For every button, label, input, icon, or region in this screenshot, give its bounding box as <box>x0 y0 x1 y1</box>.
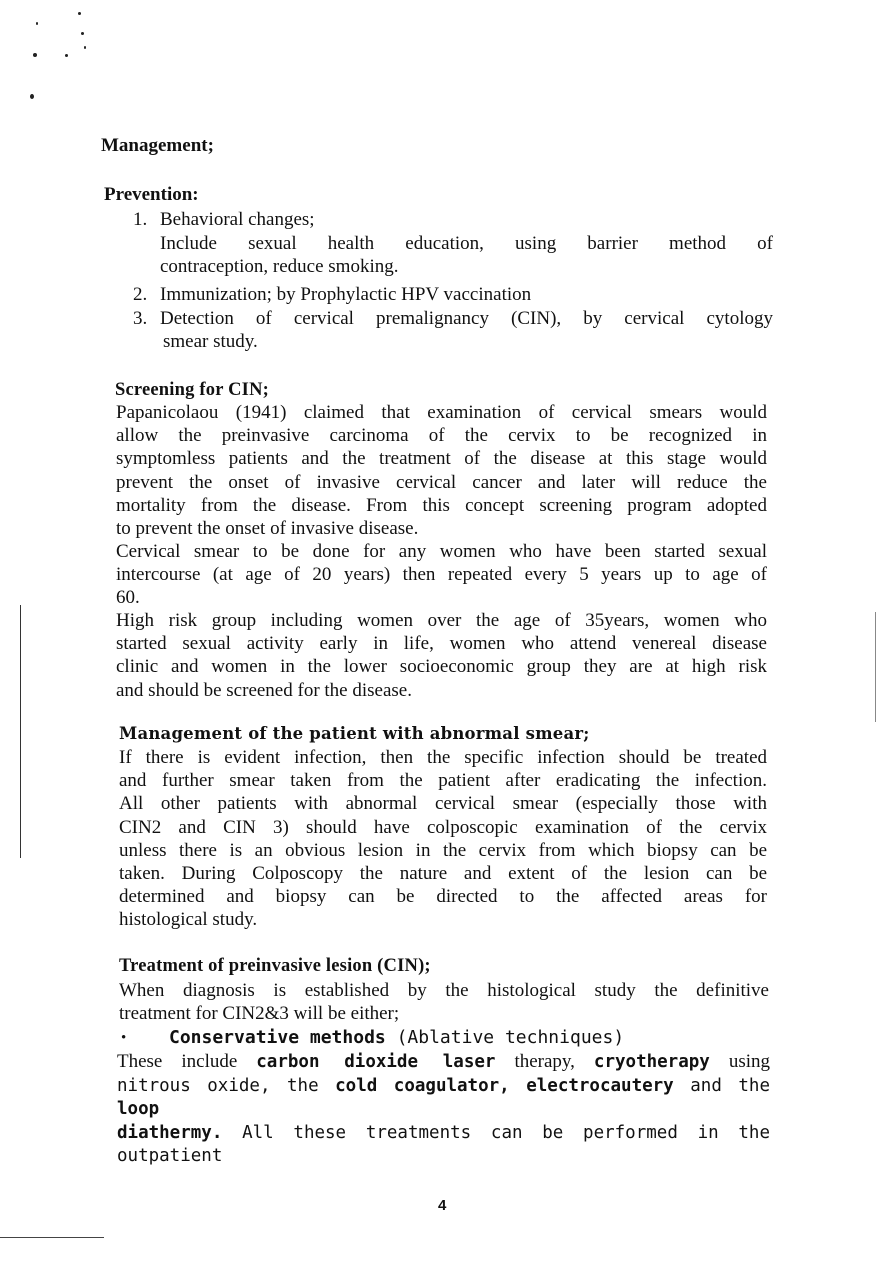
screening-paragraph-3: High risk group including women over the age of 35years, women who started sexual activity early in life, women who attend venereal disease clinic and women in the lower socioeconomic group they are at high risk and should be screened for the disease. <box>116 610 767 701</box>
treatment-methods-paragraph: These include carbon dioxide laser therapy, cryotherapy using nitrous oxide, the cold coagulator, electrocautery and the loop diathermy. All these treatments can be performed in the outpatient <box>117 1051 770 1166</box>
list-item-title: Immunization; by Prophylactic HPV vaccination <box>160 284 532 305</box>
bold-term: diathermy. <box>117 1122 223 1143</box>
scan-speck <box>78 12 81 15</box>
scan-margin-line <box>875 612 876 722</box>
abnormal-smear-heading: Management of the patient with abnormal smear; <box>119 724 590 743</box>
screening-paragraph-2: Cervical smear to be done for any women who have been started sexual intercourse (at age of 20 years) then repeated every 5 years up to age of 60. <box>116 541 767 609</box>
scan-speck <box>33 53 37 57</box>
bullet-item <box>121 1026 771 1050</box>
scan-bottom-line <box>0 1237 104 1238</box>
page-number: 4 <box>438 1197 447 1214</box>
list-item <box>133 307 773 353</box>
scan-speck <box>81 32 84 35</box>
list-number: 2. <box>133 284 148 305</box>
bold-term: loop <box>117 1099 160 1119</box>
scan-speck <box>84 46 86 49</box>
scan-speck <box>30 94 34 99</box>
screening-paragraph-1: Papanicolaou (1941) claimed that examination of cervical smears would allow the preinvasive carcinoma of the cervix to be recognized in symptomless patients and the treatment of the disease at this stage would prevent the onset of invasive cervical cancer and later will reduce the mortality from the disease. From this concept screening program adopted to prevent the onset of invasive disease. <box>116 402 767 540</box>
bullet-icon: • <box>121 1030 127 1046</box>
list-number: 1. <box>133 209 148 230</box>
treatment-paragraph: When diagnosis is established by the histological study the definitive treatment for CIN2&3 will be either; <box>119 980 769 1025</box>
bold-term: carbon dioxide laser <box>256 1052 496 1072</box>
scan-margin-line <box>20 605 21 858</box>
list-item-text: Detection of cervical premalignancy (CIN), by cervical cytology smear study. <box>160 308 773 353</box>
scan-speck <box>65 54 68 57</box>
list-item-title: Behavioral changes; <box>160 209 315 230</box>
bullet-rest: (Ablative techniques) <box>385 1027 625 1048</box>
bold-term: cold coagulator, electrocautery <box>335 1075 674 1096</box>
treatment-heading: Treatment of preinvasive lesion (CIN); <box>119 956 431 976</box>
page-title: Management; <box>101 135 214 156</box>
list-item <box>133 208 773 278</box>
list-item <box>133 283 773 307</box>
abnormal-smear-paragraph: If there is evident infection, then the specific infection should be treated and further smear taken from the patient after eradicating the infection. All other patients with abnormal cervical smear (especially those with CIN2 and CIN 3) should have colposcopic examination of the cervix unless there is an obvious lesion in the cervix from which biopsy can be taken. During Colposcopy the nature and extent of the lesion can be determined and biopsy can be directed to the affected areas for histological study. <box>119 747 767 931</box>
bold-term: cryotherapy <box>593 1052 710 1072</box>
scan-speck <box>36 22 38 25</box>
screening-heading: Screening for CIN; <box>115 380 269 400</box>
list-number: 3. <box>133 308 148 329</box>
bullet-bold-term: Conservative methods <box>169 1027 386 1048</box>
prevention-heading: Prevention: <box>104 184 199 205</box>
list-item-detail: Include sexual health education, using barrier method of contraception, reduce smoking. <box>160 232 773 277</box>
